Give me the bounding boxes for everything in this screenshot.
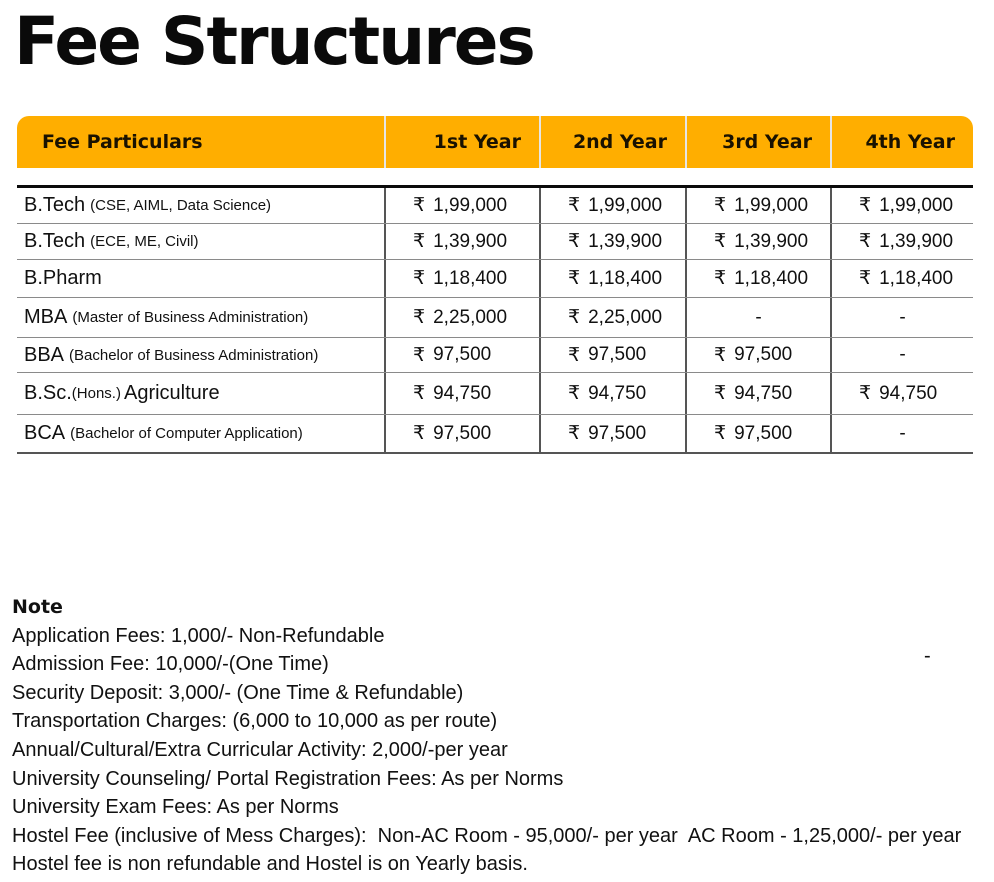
program-name: BCA <box>24 422 66 444</box>
rupee-icon: ₹ <box>859 195 872 216</box>
program-name: BBA <box>24 343 65 366</box>
rupee-icon: ₹ <box>413 383 426 404</box>
fee-cell <box>541 373 687 414</box>
rupee-icon: ₹ <box>568 423 581 444</box>
page-title: Fee Structures <box>14 3 534 80</box>
rupee-icon: ₹ <box>859 383 872 404</box>
table-row <box>17 260 973 298</box>
program-name: B.Tech <box>24 230 86 252</box>
note-line: Hostel Fee (inclusive of Mess Charges): Non-AC Room - 95,000/- per year AC Room - 1,25,000/- per year <box>12 824 962 847</box>
fee-cell <box>687 224 832 259</box>
header-3rd-year: 3rd Year <box>687 116 832 168</box>
rupee-icon: ₹ <box>413 423 426 444</box>
table-row <box>17 188 973 224</box>
fee-cell <box>832 188 973 223</box>
fee-amount: 97,500 <box>734 422 793 444</box>
fee-amount: 1,99,000 <box>588 194 663 216</box>
stray-dash: - <box>924 645 931 667</box>
fee-amount: 94,750 <box>879 382 938 404</box>
note-section <box>12 593 987 879</box>
table-row <box>17 338 973 373</box>
rupee-icon: ₹ <box>413 268 426 289</box>
fee-amount: 1,39,900 <box>734 230 809 252</box>
program-detail: (Master of Business Administration) <box>72 309 309 326</box>
fee-cell <box>832 260 973 297</box>
fee-cell <box>832 373 973 414</box>
program-name-cell <box>17 415 386 452</box>
fee-cell-empty: - <box>687 298 832 337</box>
fee-cell <box>687 338 832 372</box>
header-2nd-year: 2nd Year <box>541 116 687 168</box>
fee-cell <box>386 298 541 337</box>
note-line: Hostel fee is non refundable and Hostel is on Yearly basis. <box>12 853 528 876</box>
rupee-icon: ₹ <box>568 268 581 289</box>
program-name-cell <box>17 260 386 297</box>
program-name-suffix: Agriculture <box>123 382 220 404</box>
fee-cell <box>687 188 832 223</box>
note-line: Admission Fee: 10,000/-(One Time) <box>12 653 329 676</box>
rupee-icon: ₹ <box>568 344 581 366</box>
program-detail: (Bachelor of Computer Application) <box>70 425 303 442</box>
note-line: Application Fees: 1,000/- Non-Refundable <box>12 624 385 647</box>
program-detail: (CSE, AIML, Data Science) <box>90 197 272 214</box>
fee-amount: 1,39,900 <box>879 230 954 252</box>
rupee-icon: ₹ <box>568 231 581 252</box>
header-4th-year: 4th Year <box>865 131 955 153</box>
rupee-icon: ₹ <box>714 231 727 252</box>
rupee-icon: ₹ <box>859 268 872 289</box>
fee-cell <box>541 415 687 452</box>
fee-cell <box>541 298 687 337</box>
fee-amount: 97,500 <box>433 344 492 365</box>
program-name-cell <box>17 373 386 414</box>
rupee-icon: ₹ <box>568 383 581 404</box>
fee-amount: 97,500 <box>734 344 793 365</box>
program-name-cell <box>17 338 386 372</box>
rupee-icon: ₹ <box>714 268 727 289</box>
rupee-icon: ₹ <box>714 423 727 444</box>
fee-cell <box>386 224 541 259</box>
fee-cell <box>687 260 832 297</box>
note-lines <box>12 622 987 879</box>
program-name: MBA <box>24 306 68 328</box>
table-row <box>17 373 973 415</box>
fee-cell <box>687 373 832 414</box>
rupee-icon: ₹ <box>413 231 426 252</box>
fee-amount: 97,500 <box>588 344 647 365</box>
rupee-icon: ₹ <box>568 307 581 328</box>
fee-amount: 94,750 <box>433 382 492 404</box>
fee-cell <box>386 415 541 452</box>
fee-amount: 1,99,000 <box>433 194 508 216</box>
program-detail: (ECE, ME, Civil) <box>90 233 199 250</box>
note-title: Note <box>12 596 63 618</box>
rupee-icon: ₹ <box>714 383 727 404</box>
table-row <box>17 415 973 452</box>
program-detail: (Hons.) <box>71 385 121 402</box>
table-row <box>17 224 973 260</box>
program-name-cell <box>17 188 386 223</box>
program-name-cell <box>17 224 386 259</box>
note-line: Transportation Charges: (6,000 to 10,000 as per route) <box>12 710 498 733</box>
fee-amount: 97,500 <box>588 422 647 444</box>
fee-cell-empty: - <box>899 422 906 444</box>
rupee-icon: ₹ <box>413 344 426 366</box>
rupee-icon: ₹ <box>413 195 426 216</box>
note-line: Security Deposit: 3,000/- (One Time & Refundable) <box>12 681 464 704</box>
table-row <box>17 298 973 338</box>
program-name: B.Tech <box>24 194 86 216</box>
header-fee-particulars: Fee Particulars <box>17 116 386 168</box>
fee-amount: 1,18,400 <box>433 267 508 289</box>
fee-cell <box>386 373 541 414</box>
fee-cell <box>541 224 687 259</box>
fee-cell <box>687 415 832 452</box>
fee-amount: 1,18,400 <box>734 267 809 289</box>
program-name: B.Pharm <box>24 267 102 289</box>
rupee-icon: ₹ <box>859 231 872 252</box>
fee-cell <box>541 260 687 297</box>
fee-cell <box>386 338 541 372</box>
note-line: University Exam Fees: As per Norms <box>12 796 339 819</box>
fee-cell <box>386 260 541 297</box>
fee-cell <box>832 224 973 259</box>
fee-amount: 1,18,400 <box>879 267 954 289</box>
rupee-icon: ₹ <box>413 307 426 328</box>
program-name-cell <box>17 298 386 337</box>
rupee-icon: ₹ <box>714 344 727 366</box>
fee-amount: 1,39,900 <box>433 230 508 252</box>
fee-amount: 1,39,900 <box>588 230 663 252</box>
program-detail: (Bachelor of Business Administration) <box>69 346 319 364</box>
program-name: B.Sc. <box>24 382 72 404</box>
fee-amount: 97,500 <box>433 422 492 444</box>
fee-table <box>17 188 973 454</box>
note-line: University Counseling/ Portal Registration Fees: As per Norms <box>12 767 564 790</box>
fee-amount: 1,99,000 <box>879 194 954 216</box>
header-1st-year: 1st Year <box>386 116 541 168</box>
fee-amount: 2,25,000 <box>433 306 508 328</box>
fee-cell-empty: - <box>899 306 906 328</box>
fee-cell <box>541 338 687 372</box>
note-line: Annual/Cultural/Extra Curricular Activity: 2,000/-per year <box>12 738 508 761</box>
fee-amount: 94,750 <box>588 382 647 404</box>
fee-cell-empty: - <box>899 344 906 365</box>
table-header <box>17 116 973 168</box>
fee-cell <box>541 188 687 223</box>
rupee-icon: ₹ <box>714 195 727 216</box>
fee-amount: 1,99,000 <box>734 194 809 216</box>
rupee-icon: ₹ <box>568 195 581 216</box>
fee-cell <box>386 188 541 223</box>
fee-amount: 1,18,400 <box>588 267 663 289</box>
fee-amount: 2,25,000 <box>588 306 663 328</box>
fee-amount: 94,750 <box>734 382 793 404</box>
